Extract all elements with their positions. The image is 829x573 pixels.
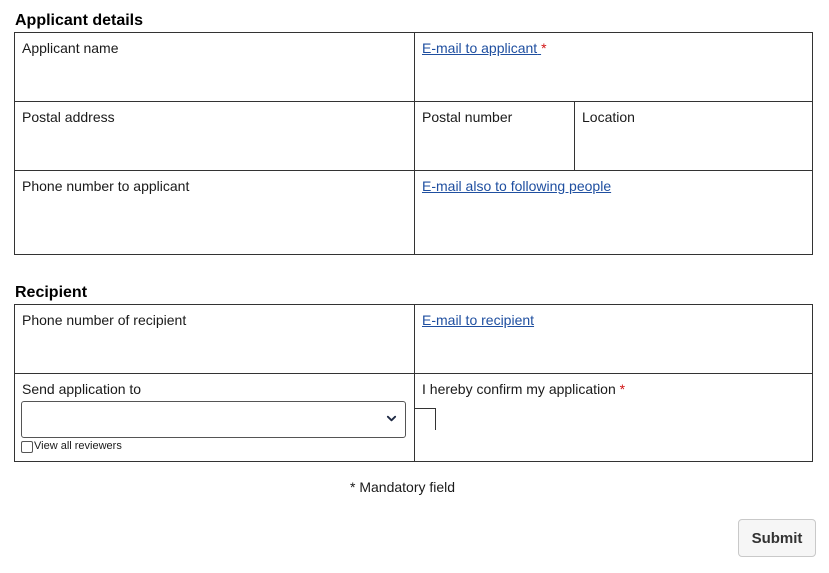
view-all-reviewers-control [21,440,122,453]
mandatory-field-note: * Mandatory field [350,479,456,495]
email-others-cell [414,171,812,254]
postal-address-label: Postal address [22,109,115,125]
recipient-email-cell [414,305,812,373]
email-also-following-people-link[interactable]: E-mail also to following people [422,178,612,194]
recipient-table [14,304,813,462]
applicant-row-1 [15,33,812,102]
send-application-select[interactable] [21,401,406,438]
applicant-phone-label: Phone number to applicant [22,178,190,194]
view-all-reviewers-checkbox[interactable] [21,441,33,453]
location-label: Location [582,109,635,125]
required-marker: * [541,40,547,56]
location-cell[interactable] [574,102,812,170]
recipient-phone-label: Phone number of recipient [22,312,187,328]
applicant-row-2 [15,102,812,171]
view-all-reviewers-label: View all reviewers [34,440,122,452]
confirm-application-cell [414,374,812,461]
recipient-row-1 [15,305,812,374]
send-application-label: Send application to [22,381,142,397]
recipient-row-2 [15,374,812,461]
applicant-details-table [14,32,813,255]
applicant-row-3 [15,171,812,254]
recipient-title: Recipient [15,284,88,301]
submit-button[interactable]: Submit [738,519,816,557]
applicant-email-cell [414,33,812,101]
applicant-phone-cell[interactable] [15,171,414,254]
confirm-application-label: I hereby confirm my application [422,381,616,397]
applicant-details-title: Applicant details [15,12,144,29]
postal-number-label: Postal number [422,109,513,125]
chevron-down-icon [386,413,397,424]
email-to-applicant-link[interactable] [422,40,547,56]
send-application-cell [15,374,414,461]
email-to-applicant-text: E-mail to applicant [422,40,538,56]
email-to-recipient-link[interactable]: E-mail to recipient [422,312,535,328]
applicant-name-label: Applicant name [22,40,119,56]
recipient-phone-cell[interactable] [15,305,414,373]
postal-number-cell[interactable] [414,102,574,170]
postal-address-cell[interactable] [15,102,414,170]
applicant-name-cell[interactable] [15,33,414,101]
confirm-application-checkbox[interactable] [414,408,436,430]
required-marker: * [619,381,626,397]
